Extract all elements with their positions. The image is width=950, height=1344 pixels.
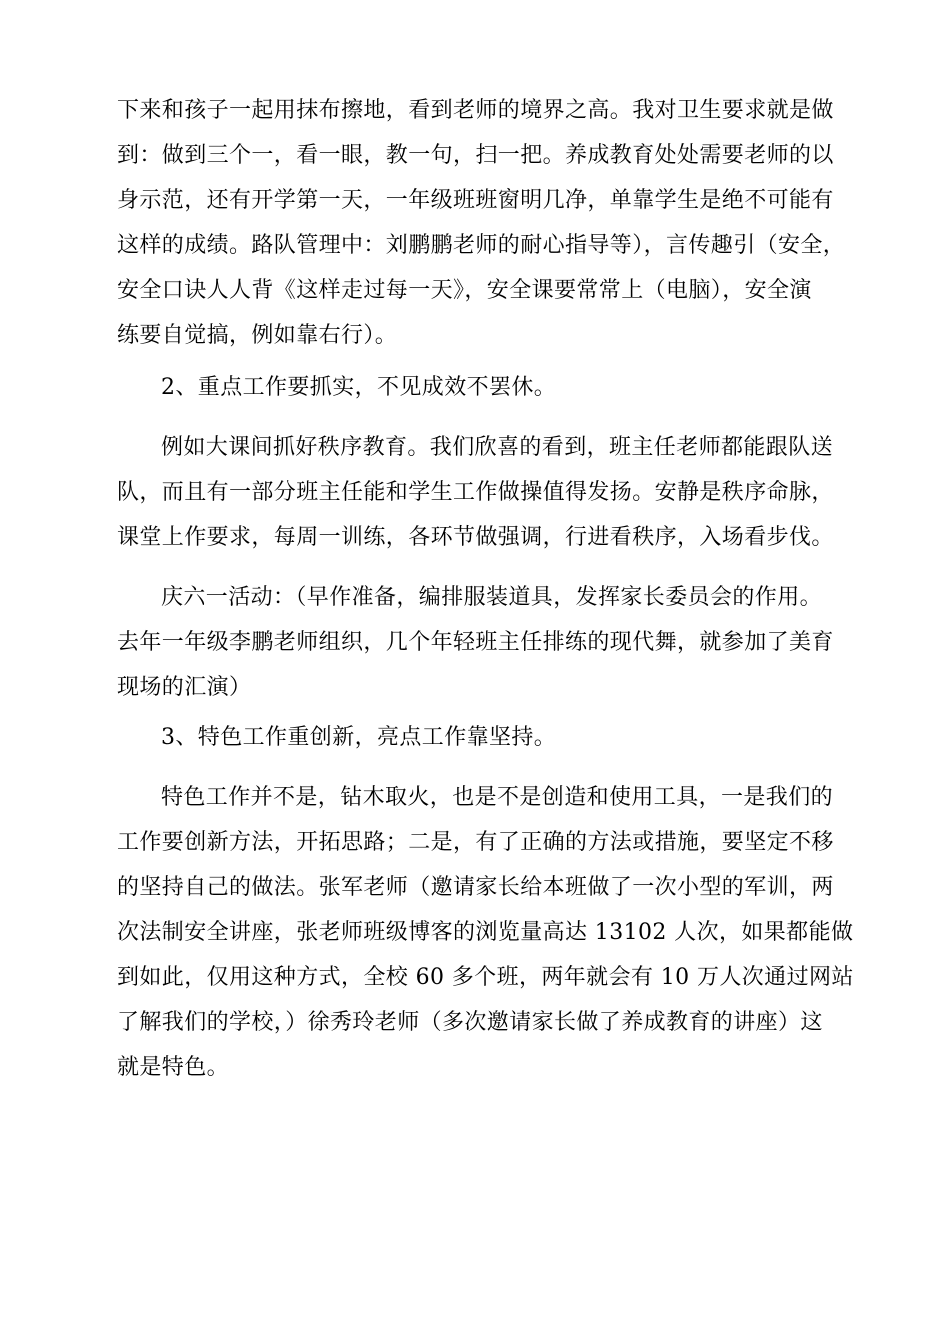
text-line: 安全口诀人人背《这样走过每一天》，安全课要常常上（电脑），安全演: [117, 278, 812, 303]
text-line: 课堂上作要求，每周一训练，各环节做强调，行进看秩序，入场看步伐。: [117, 525, 834, 550]
text-line: 例如大课间抓好秩序教育。我们欣喜的看到，班主任老师都能跟队送: [161, 435, 834, 460]
text-line: 次法制安全讲座，张老师班级博客的浏览量高达 13102 人次，如果都能做: [117, 920, 854, 945]
text-line: 就是特色。: [117, 1055, 230, 1080]
paragraph-hygiene-safety: [117, 88, 846, 358]
text-line: 队，而且有一部分班主任能和学生工作做操值得发扬。安静是秩序命脉，: [117, 480, 834, 505]
text-line: 下来和孩子一起用抹布擦地，看到老师的境界之高。我对卫生要求就是做: [117, 98, 834, 123]
text-line: 的坚持自己的做法。张军老师（邀请家长给本班做了一次小型的军训，两: [117, 875, 834, 900]
text-line: 庆六一活动：（早作准备，编排服装道具，发挥家长委员会的作用。: [161, 585, 823, 610]
heading-line: 3、特色工作重创新，亮点工作靠坚持。: [161, 725, 557, 750]
text-line: 身示范，还有开学第一天，一年级班班窗明几净，单靠学生是绝不可能有: [117, 188, 834, 213]
paragraph-childrens-day: [117, 575, 837, 710]
text-line: 练要自觉搞，例如靠右行）。: [117, 323, 398, 348]
heading-line: 2、重点工作要抓实，不见成效不罢休。: [161, 375, 557, 400]
section-heading-2: [117, 365, 837, 410]
text-line: 到：做到三个一，看一眼，教一句，扫一把。养成教育处处需要老师的以: [117, 143, 834, 168]
text-line: 现场的汇演）: [117, 675, 252, 700]
text-line: 了解我们的学校，）徐秀玲老师（多次邀请家长做了养成教育的讲座）这: [117, 1010, 823, 1035]
paragraph-featured-work: [117, 775, 854, 1090]
text-line: 工作要创新方法，开拓思路；二是，有了正确的方法或措施，要坚定不移: [117, 830, 834, 855]
section-heading-3: [117, 715, 837, 760]
paragraph-order-education: [117, 425, 837, 560]
text-line: 去年一年级李鹏老师组织，几个年轻班主任排练的现代舞，就参加了美育: [117, 630, 834, 655]
text-line: 这样的成绩。路队管理中：刘鹏鹏老师的耐心指导等），言传趣引（安全，: [117, 233, 846, 258]
text-line: 特色工作并不是，钻木取火，也是不是创造和使用工具，一是我们的: [161, 785, 834, 810]
text-line: 到如此，仅用这种方式，全校 60 多个班，两年就会有 10 万人次通过网站: [117, 965, 854, 990]
